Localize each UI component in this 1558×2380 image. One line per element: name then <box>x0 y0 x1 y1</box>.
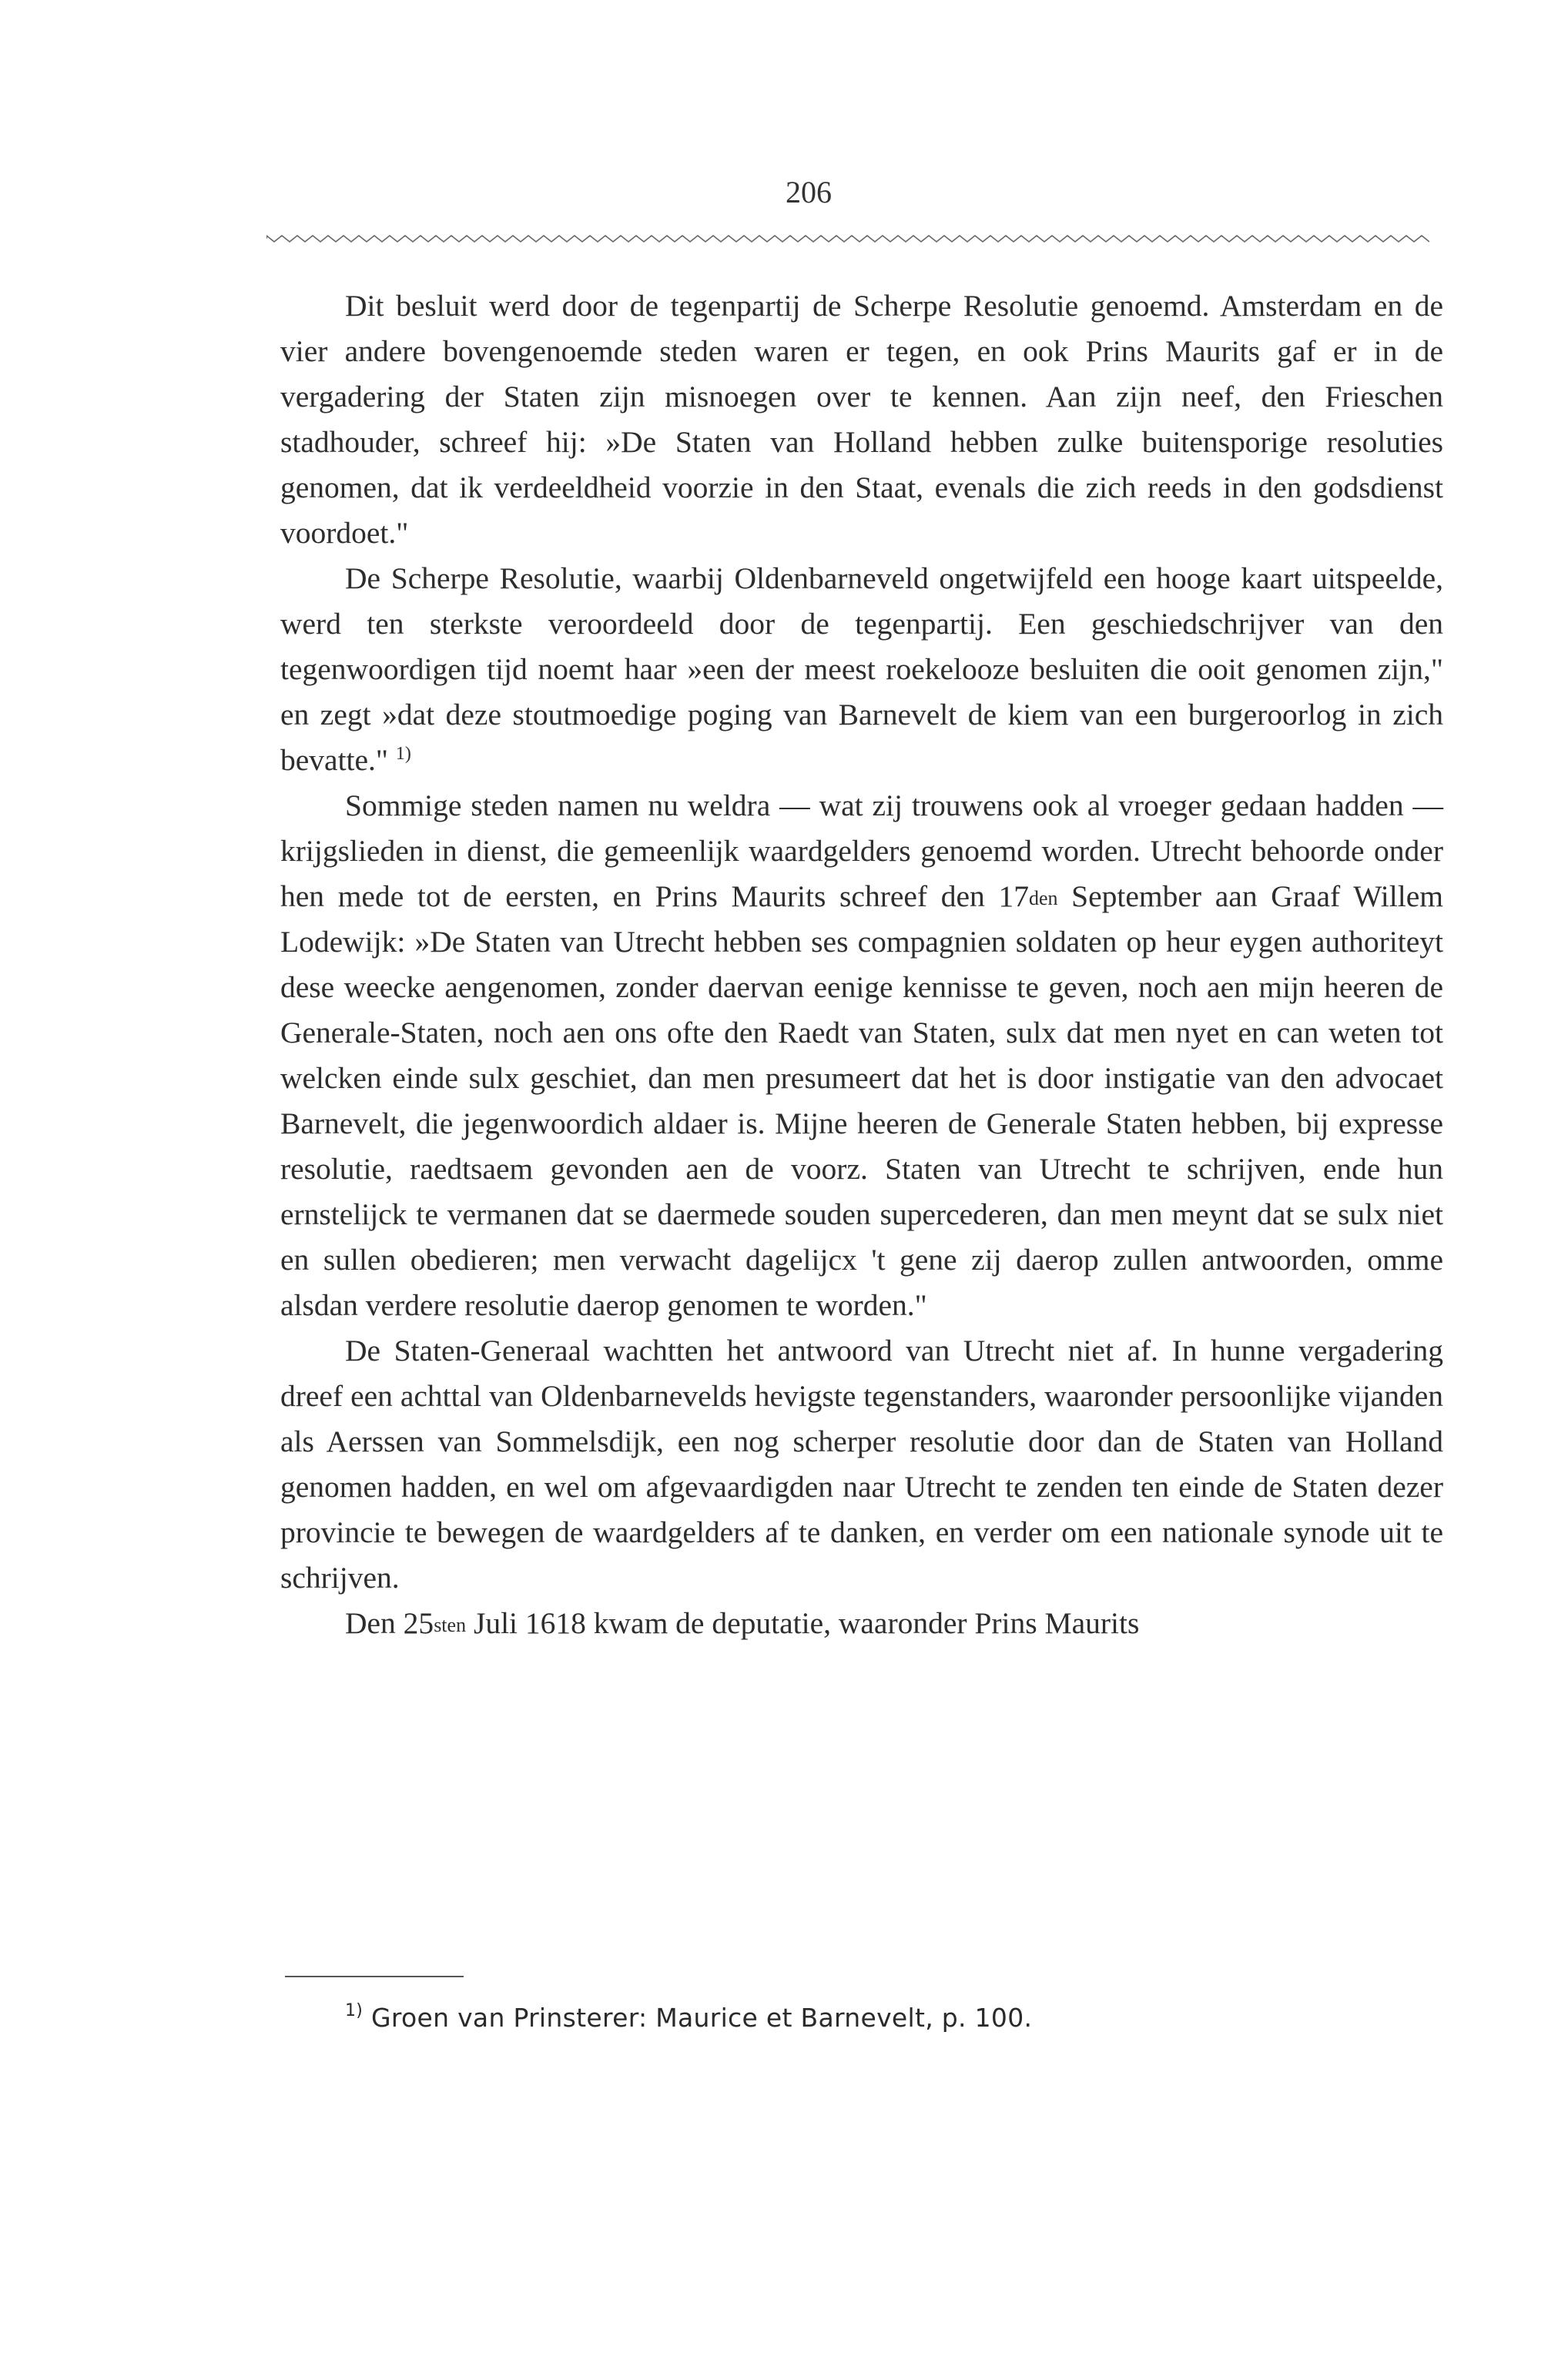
footnote-divider <box>285 1976 464 1977</box>
paragraph-2-text: De Scherpe Resolutie, waarbij Oldenbarneveld ongetwijfeld een hooge kaart uitspeelde, werd ten sterkste veroordeeld door de tegenpartij. Een geschiedschrijver van den tegenwoordigen tijd noemt haar »een der meest roekelooze besluiten die ooit genomen zijn," en zegt »dat deze stoutmoedige poging van Barnevelt de kiem van een burgeroorlog in zich bevatte." <box>280 561 1443 777</box>
paragraph-5-text-a: Den 25 <box>345 1606 434 1640</box>
paragraph-3-text-b: September aan Graaf Willem Lodewijk: »De Staten van Utrecht hebben ses compagnien soldaten op heur eygen authoriteyt dese weecke aengenomen, zonder daervan eenige kennisse te geven, noch aen mijn heeren de Generale-Staten, noch aen ons ofte den Raedt van Staten, sulx dat men nyet en can weten tot welcken einde sulx geschiet, dan men presumeert dat het is door instigatie van den advocaet Barnevelt, die jegenwoordich aldaer is. Mijne heeren de Generale Staten hebben, bij expresse resolutie, raedtsaem gevonden aen de voorz. Staten van Utrecht te schrijven, ende hun ernstelijck te vermanen dat se daermede souden supercederen, dan men meynt dat se sulx niet en sullen obedieren; men verwacht dagelijcx 't gene zij daerop zullen antwoorden, omme alsdan verdere resolutie daerop genomen te worden." <box>280 879 1443 1322</box>
paragraph-1-text: Dit besluit werd door de tegenpartij de Scherpe Resolutie genoemd. Amsterdam en de vier andere bovengenoemde steden waren er tegen, en ook Prins Maurits gaf er in de vergadering der Staten zijn misnoegen over te kennen. Aan zijn neef, den Frieschen stadhouder, schreef hij: »De Staten van Holland hebben zulke buitensporige resoluties genomen, dat ik verdeeldheid voorzie in den Staat, evenals die zich reeds in den godsdienst voordoet." <box>280 289 1443 550</box>
ordinal-suffix: sten <box>434 1614 467 1636</box>
paragraph-4-text: De Staten-Generaal wachtten het antwoord van Utrecht niet af. In hunne vergadering dreef een achttal van Oldenbarnevelds hevigste tegenstanders, waaronder persoonlijke vijanden als Aerssen van Sommelsdijk, een nog scherper resolutie door dan de Staten van Holland genomen hadden, en wel om afgevaardigden naar Utrecht te zenden ten einde de Staten dezer provincie te bewegen de waardgelders af te danken, en verder om een nationale synode uit te schrijven. <box>280 1334 1443 1595</box>
page-number: 206 <box>786 175 832 209</box>
footnote-marker: 1) <box>345 2001 364 2020</box>
paragraph-4 <box>280 1328 1443 1601</box>
paragraph-3 <box>280 783 1443 1328</box>
footnote-reference[interactable]: 1) <box>395 744 411 764</box>
ornamental-wavy-rule <box>266 233 1429 245</box>
ordinal-suffix: den <box>1028 887 1058 909</box>
paragraph-2 <box>280 556 1443 783</box>
body-text <box>280 283 1443 1646</box>
paragraph-3-text-a: Sommige steden namen nu weldra — wat zij trouwens ook al vroeger gedaan hadden — krijgslieden in dienst, die gemeenlijk waardgelders genoemd worden. Utrecht behoorde onder hen mede tot de eersten, en Prins Maurits schreef den 17 <box>280 788 1443 913</box>
paragraph-5-text-b: Juli 1618 kwam de deputatie, waaronder Prins Maurits <box>466 1606 1140 1640</box>
footnote <box>345 1999 1423 2037</box>
paragraph-1 <box>280 283 1443 556</box>
paragraph-5 <box>280 1601 1443 1646</box>
footnote-text: Groen van Prinsterer: Maurice et Barnevelt, p. 100. <box>363 2003 1033 2033</box>
